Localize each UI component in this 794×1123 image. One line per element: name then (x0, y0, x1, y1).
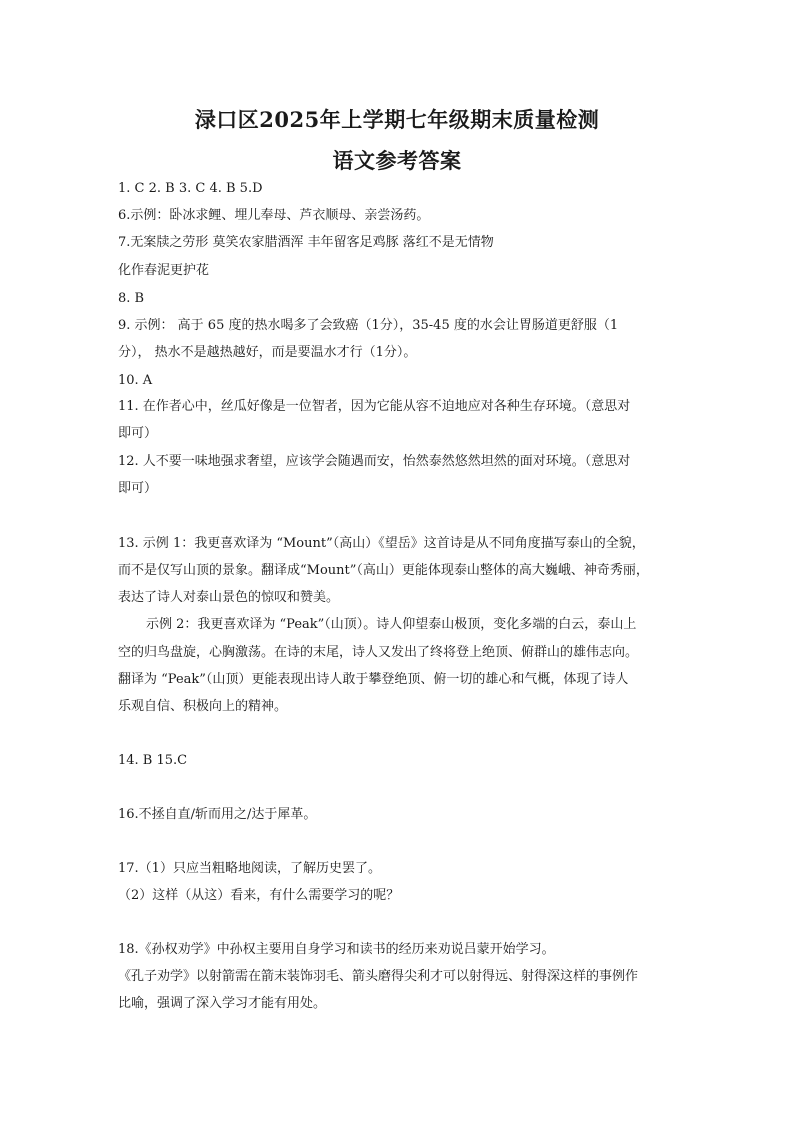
answer-q13-line6: 翻译为 “Peak”（山顶）更能表现出诗人敢于攀登绝顶、俯一切的雄心和气概，体现了诗人 (118, 672, 629, 687)
answer-q13-line1: 13. 示例 1：我更喜欢译为 “Mount”（高山）《望岳》这首诗是从不同角度描写泰山的全貌， (118, 536, 645, 551)
answer-q7-line1: 7.无案牍之劳形 莫笑农家腊酒浑 丰年留客足鸡豚 落红不是无情物 (118, 235, 494, 250)
answer-q12-line2: 即可） (118, 481, 158, 496)
answer-q16: 16.不拯自直/斩而用之/达于犀革。 (118, 807, 317, 822)
answer-q7-line2: 化作春泥更护花 (118, 263, 210, 278)
answer-q11-line1: 11. 在作者心中，丝瓜好像是一位智者，因为它能从容不迫地应对各种生存环境。（意思对 (118, 399, 631, 414)
answer-q9-line2: 分）， 热水不是越热越好，而是要温水才行（1分）。 (118, 345, 417, 360)
answer-q18-line3: 比喻，强调了深入学习才能有用处。 (118, 996, 327, 1011)
answer-q18-line2: 《孔子劝学》以射箭需在箭末装饰羽毛、箭头磨得尖利才可以射得远、射得深这样的事例作 (118, 969, 639, 984)
answer-q1-5: 1. C 2. B 3. C 4. B 5.D (118, 181, 263, 196)
answer-q8: 8. B (118, 291, 145, 306)
answer-q13-line3: 表达了诗人对泰山景色的惊叹和赞美。 (118, 590, 340, 605)
answer-q17-line1: 17.（1）只应当粗略地阅读，了解历史罢了。 (118, 861, 381, 876)
answer-q13-line7: 乐观自信、积极向上的精神。 (118, 699, 288, 714)
answer-q18-line1: 18.《孙权劝学》中孙权主要用自身学习和读书的经历来劝说吕蒙开始学习。 (118, 942, 555, 957)
answer-q10: 10. A (118, 373, 153, 388)
document-subtitle: 语文参考答案 (332, 148, 462, 173)
answer-q17-line2: （2）这样（从这）看来，有什么需要学习的呢？ (118, 888, 400, 903)
answer-q9-line1: 9. 示例： 高于 65 度的热水喝多了会致癌（1分），35-45 度的水会让胃肠道更舒服（1 (118, 318, 619, 333)
answer-q6: 6.示例：卧冰求鲤、埋儿奉母、芦衣顺母、亲尝汤药。 (118, 208, 430, 223)
answer-q13-line5: 空的归鸟盘旋，心胸激荡。在诗的末尾，诗人又发出了终将登上绝顶、俯群山的雄伟志向。 (118, 645, 639, 660)
answer-q11-line2: 即可） (118, 426, 158, 441)
answer-q14-15: 14. B 15.C (118, 753, 188, 768)
answer-q13-line4: 示例 2：我更喜欢译为 “Peak”（山顶）。诗人仰望泰山极顶，变化多端的白云，泰山上 (146, 617, 637, 632)
answer-q13-line2: 而不是仅写山顶的景象。翻译成“Mount”（高山）更能体现泰山整体的高大巍峨、神奇秀丽， (118, 563, 649, 578)
answer-q12-line1: 12. 人不要一味地强求奢望，应该学会随遇而安，怡然泰然悠然坦然的面对环境。（意思对 (118, 454, 631, 469)
document-title: 渌口区2025年上学期七年级期末质量检测 (194, 107, 600, 132)
